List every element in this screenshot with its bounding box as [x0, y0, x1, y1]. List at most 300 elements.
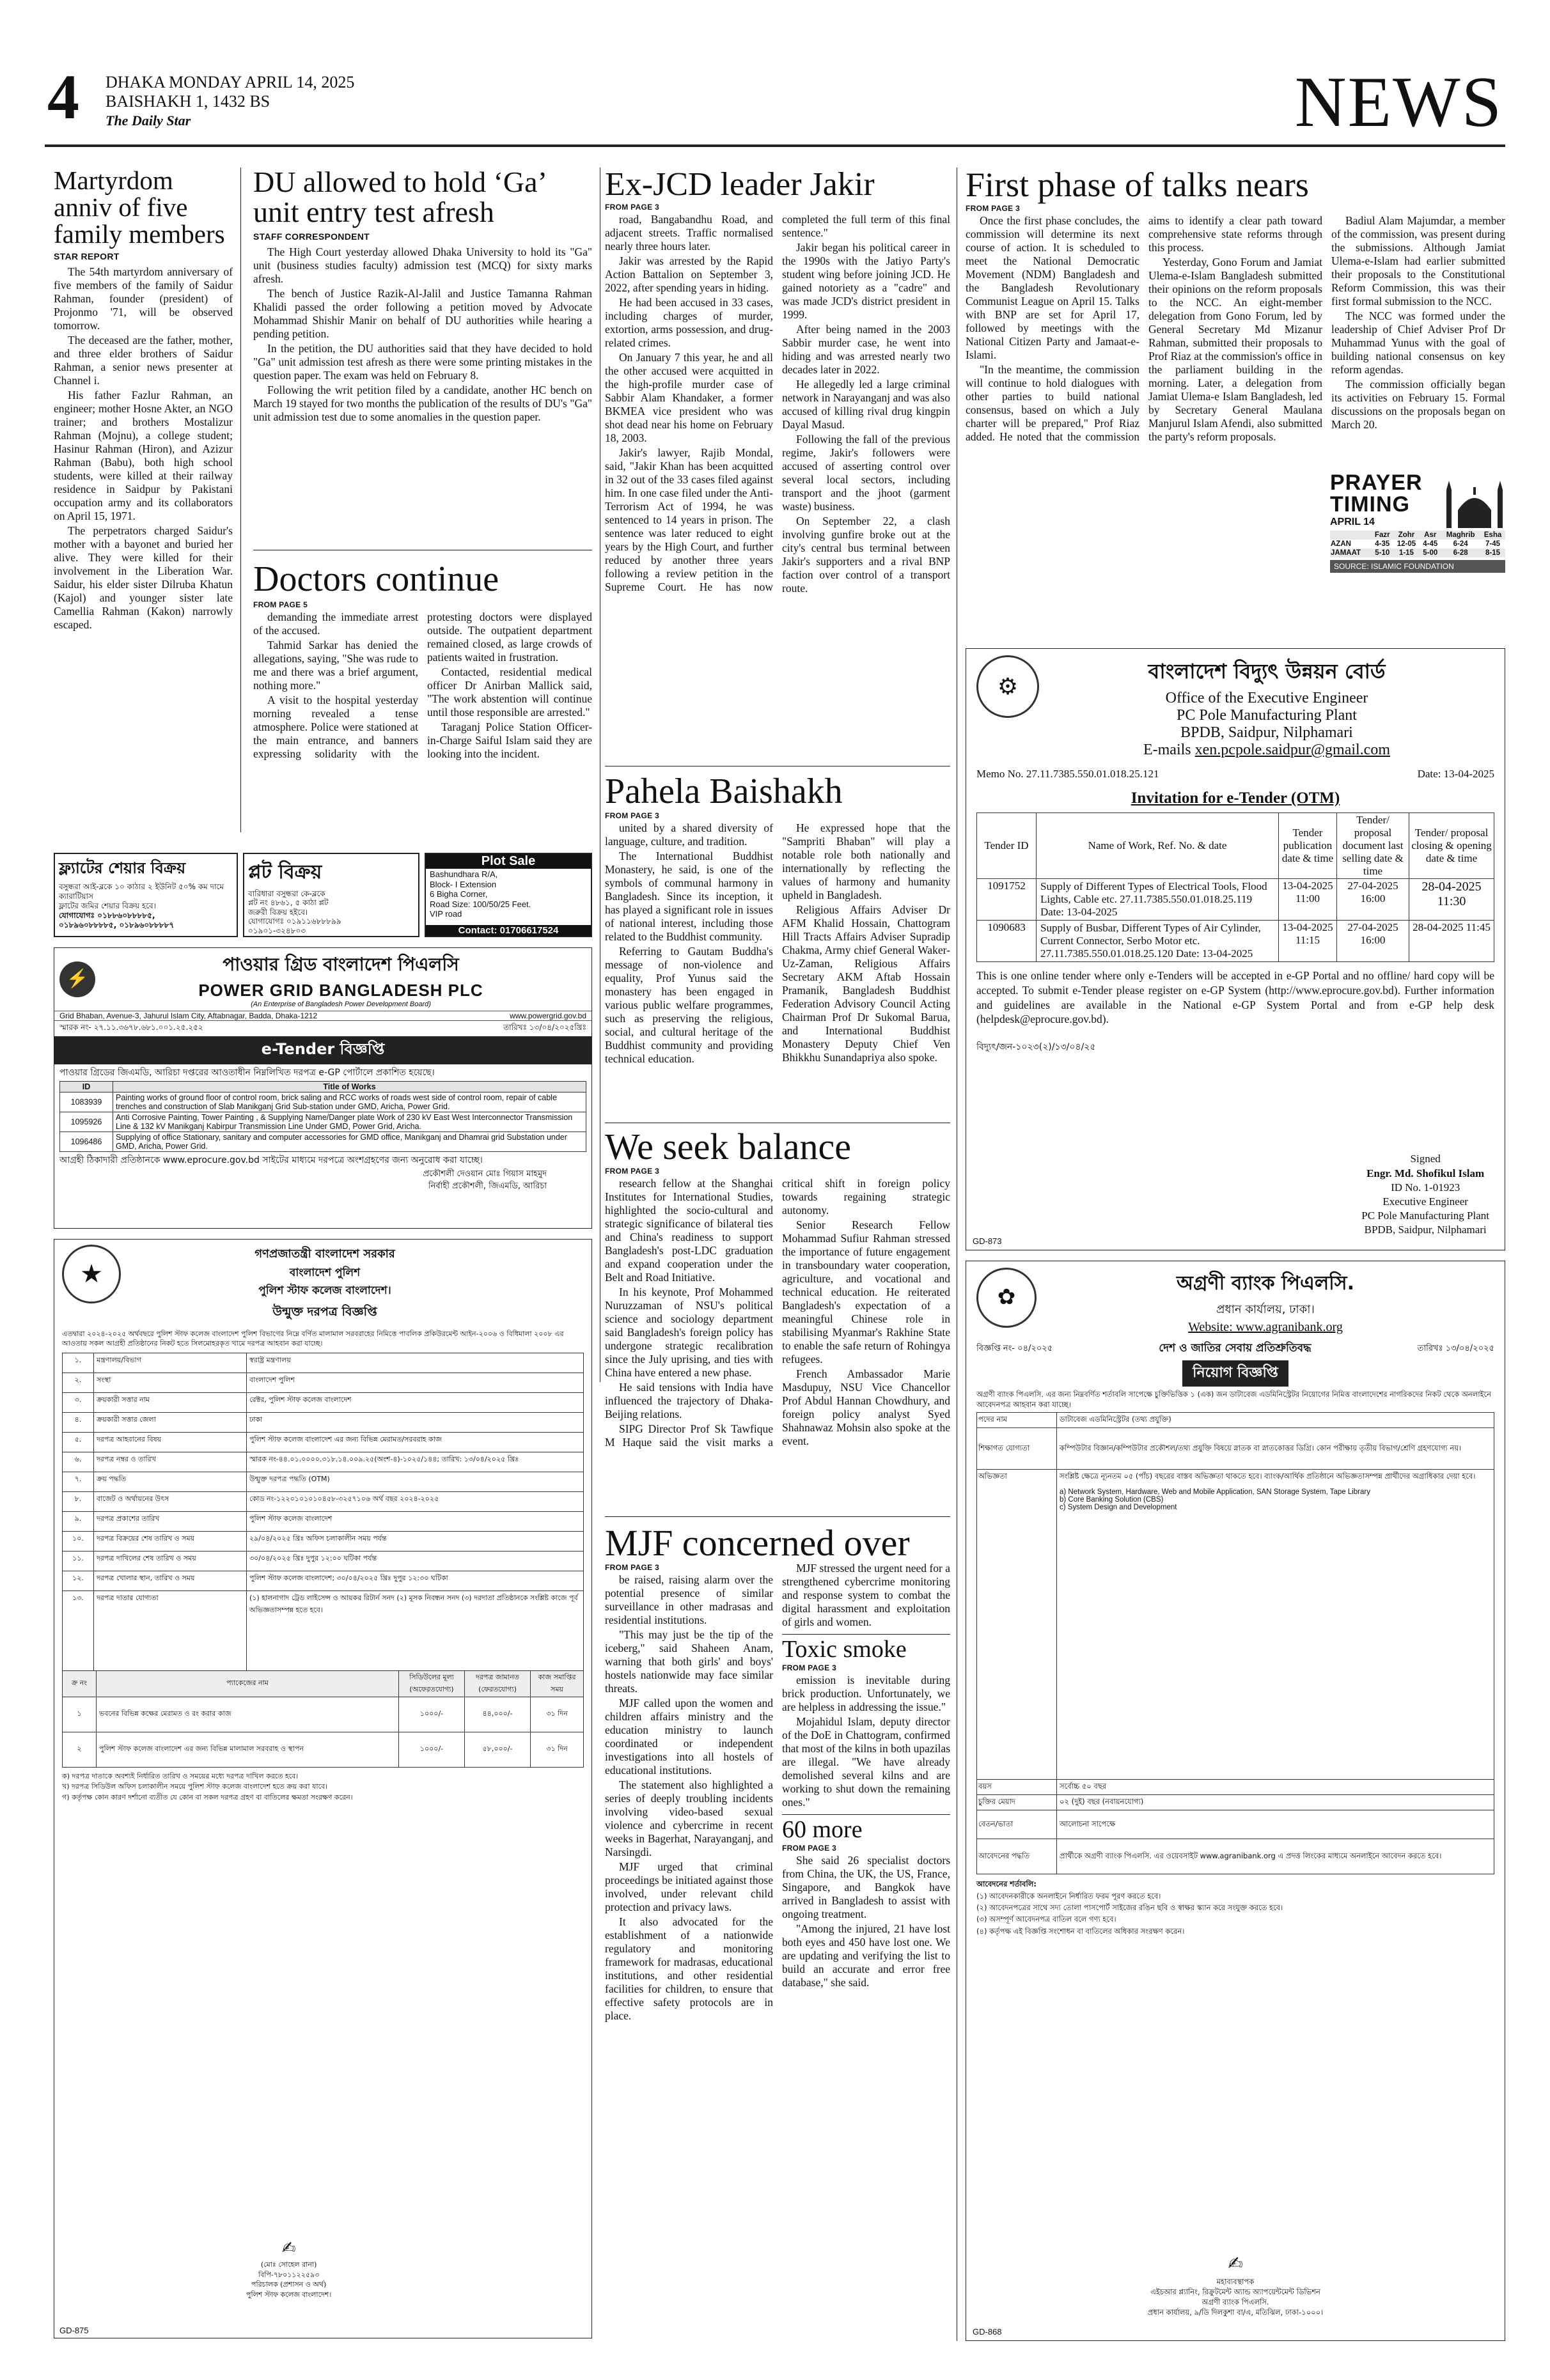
paragraph: SIPG Director Prof Sk Tawfique M Haque said the visit marks a critical shift in foreign policy towards regaining strategic autonomy. — [605, 1177, 950, 1449]
ad-line: জরুরী বিক্রয় হইবে। — [248, 907, 308, 917]
row-value: বাংলাদেশ পুলিশ — [247, 1373, 584, 1392]
table-row — [63, 1373, 584, 1392]
table-value: কম্পিউটার বিজ্ঞান/কম্পিউটার প্রকৌশল/তথ্য প্রযুক্তি বিষয়ে স্নাতক বা স্নাতকোত্তর ডিগ্রি। কোন পরীক্ষায় তৃতীয় বিভাগ/শ্রেণি গ্রহণযোগ্য নয়। — [1057, 1428, 1494, 1470]
page-number: 4 — [47, 61, 79, 132]
masthead — [45, 61, 1505, 142]
paragraph: He expressed hope that the "Sampriti Bhaban" will play a notable role both nationally and internationally by reflecting the values of harmony and humanity upheld in Bangladesh. — [782, 821, 950, 902]
skill-item: c) System Design and Development — [1060, 1504, 1177, 1512]
bpdb-date: Date: 13-04-2025 — [1417, 768, 1494, 780]
article-body — [253, 245, 592, 424]
table-value: আলোচনা সাপেক্ষে — [1057, 1810, 1494, 1839]
paragraph: The International Buddhist Monastery, he said, is one of the symbols of communal harmony in Bangladesh. Since its inception, it has played a significant role in issues of national interest, including those related to the Buddhist community. — [605, 850, 773, 944]
paragraph: A visit to the hospital yesterday morning revealed a tense atmosphere. Police were stationed at the main entrance, and banners expressing solidarity with the protesting doctors were displayed outside. The outpatient department remained closed, as large crowds of patients waited in frustration. — [253, 611, 592, 761]
row-label: ক্রয় পদ্ধতি — [94, 1472, 247, 1491]
article-body — [782, 1854, 950, 1989]
police-emblem: ★ — [62, 1245, 121, 1303]
police-term: ক) দরপত্র দাতাকে অবশ্যই নির্ধারিত তারিখ ও সময়ের মধ্যে দরপত্র দাখিল করতে হবে। — [62, 1771, 299, 1780]
term-item: (৩) অসম্পূর্ণ আবেদনপত্র বাতিল বলে গণ্য হবে। — [976, 1915, 1116, 1924]
signatory-name: (মোঃ সোহেল রানা) — [260, 2260, 317, 2269]
table-header: Tender/ proposal closing & opening date & time — [1409, 813, 1494, 879]
headline: Ex-JCD leader Jakir — [605, 166, 875, 203]
from-page: FROM PAGE 3 — [605, 1563, 660, 1573]
from-page: FROM PAGE 3 — [605, 203, 660, 212]
byline: STAFF CORRESPONDENT — [253, 231, 370, 242]
paragraph: The bench of Justice Razik-Al-Jalil and Justice Tamanna Rahman Khalidi passed the order following a petition moved by Advocate Mohammad Shishir Manir on behalf of DU authorities while hearing a pending petition. — [253, 286, 592, 340]
paragraph: Contacted, residential medical officer Dr Anirban Mallick said, "The work abstention will continue until those responsible are arrested." — [427, 665, 592, 719]
table-cell: ভবনের বিভিন্ন কক্ষের মেরামত ও রং করার কাজ — [97, 1697, 399, 1732]
paragraph: He had been accused in 33 cases, including charges of murder, extortion, arms possession, and drug-related crimes. — [605, 296, 773, 350]
prayer-date: APRIL 14 — [1330, 517, 1375, 527]
mosque-icon — [1444, 477, 1505, 528]
row-label: দরপত্র দাখিলের শেষ তারিখ ও সময় — [94, 1551, 247, 1571]
row-label: বাজেট ও অর্থায়নের উৎস — [94, 1491, 247, 1511]
paragraph: Following the fall of the previous regime, Jakir's followers were accused of asserting control over several local sectors, including transport and the jhoot (garment waste) business. — [782, 433, 950, 513]
ad-pgcb-tender — [54, 947, 592, 1229]
table-row — [977, 1780, 1494, 1795]
article-pahela — [605, 774, 950, 1119]
from-page: FROM PAGE 5 — [253, 600, 308, 610]
bpdb-email[interactable]: xen.pcpole.saidpur@gmail.com — [1194, 742, 1390, 758]
agrani-website[interactable]: Website: www.agranibank.org — [1188, 1320, 1343, 1334]
table-row — [977, 1795, 1494, 1810]
table-row — [977, 1413, 1494, 1428]
table-row — [977, 1428, 1494, 1470]
headline: MJF concerned over — [605, 1522, 910, 1564]
table-header: Title of Works — [113, 1082, 586, 1093]
article-body — [54, 265, 233, 632]
row-label: দরপত্র প্রকাশের তারিখ — [94, 1511, 247, 1531]
tender-id: 1083939 — [60, 1093, 113, 1112]
table-cell: ৪৪,০০০/- — [465, 1697, 531, 1732]
paragraph: The perpetrators charged Saidur's mother with a bayonet and buried her alive. They were killed for their involvement in the Liberation War. Saidur, his elder sister Dilruba Khatun (Kajol) and younger sister late Camellia Rahman (Kakon) narrowly escaped. — [54, 524, 233, 632]
paragraph: Referring to Gautam Buddha's message of non-violence and equality, Prof Yunus said the monastery has been engaged in various public welfare programmes, such as preserving the religious, social, and cultural heritage of the Buddhist community and providing technical education. — [605, 945, 773, 1066]
article-mjf — [605, 1524, 950, 2342]
headline: We seek balance — [605, 1126, 851, 1167]
paragraph: The statement also highlighted a series of deeply troubling incidents involving video-based sexual violence and cybercrime in recent weeks in Bagerhat, Narayanganj, and Narsingdi. — [605, 1778, 773, 1859]
row-number: ৮. — [63, 1491, 94, 1511]
table-row — [63, 1571, 584, 1591]
ad-line: ০১৮৯৬০৮৮৮৮৫, ০১৮৯৬০৮৮৮৮৭ — [59, 921, 175, 929]
paragraph: "In the meantime, the commission will continue to hold dialogues with other parties to build national consensus, based on which a July charter will be prepared," Prof Riaz added. He noted that the commission aims to identify a clear path toward comprehensive state reforms through this process. — [966, 214, 1322, 444]
prayer-source: SOURCE: ISLAMIC FOUNDATION — [1330, 560, 1505, 573]
table-row — [63, 1472, 584, 1491]
ad-agrani-recruitment — [966, 1261, 1505, 2341]
headline: 60 more — [782, 1816, 863, 1843]
row-number: ১৩. — [63, 1591, 94, 1670]
signatory-org: পুলিশ স্টাফ কলেজ বাংলাদেশ। — [246, 2290, 332, 2299]
table-row — [63, 1392, 584, 1412]
signatory-bank: অগ্রণী ব্যাংক পিএলসি. — [1202, 2297, 1269, 2306]
paragraph: be raised, raising alarm over the potential presence of similar surveillance in other madrasas and residential institutions. — [605, 1573, 773, 1627]
tender-last-selling: 27-04-2025 16:00 — [1337, 921, 1409, 962]
paragraph: research fellow at the Shanghai Institutes for International Studies, highlighted the socio-cultural and strategic significance of bilateral ties and China's readiness to support Bangladesh's post-LDC graduation and expand cooperation under the Belt and Road Initiative. — [605, 1177, 773, 1284]
paragraph: After being named in the 2003 Sabbir murder case, he went into hiding and was arrested nearly two decades later in 2022. — [782, 323, 950, 377]
signatory-plant: PC Pole Manufacturing Plant — [1361, 1209, 1489, 1222]
from-page: FROM PAGE 3 — [605, 1167, 660, 1176]
tender-id: 1095926 — [60, 1112, 113, 1132]
signature-mark: ✍ — [1228, 2253, 1243, 2275]
row-label: ক্রয়কারী সত্তার নাম — [94, 1392, 247, 1412]
table-value: সর্বোচ্চ ৫০ বছর — [1057, 1780, 1494, 1795]
skill-item: a) Network System, Hardware, Web and Mobile Application, SAN Storage System, Tape Library — [1060, 1488, 1370, 1497]
pgcb-memo: স্মারক নং- ২৭.১১.৩৬৭৮.৬৮১.০০১.২৫.২৫২ — [59, 1023, 203, 1032]
row-label: দরপত্র দাতার যোগ্যতা — [94, 1591, 247, 1670]
ad-line: Road Size: 100/50/25 Feet. — [430, 899, 531, 909]
table-row — [60, 1112, 586, 1132]
masthead-date: DHAKA MONDAY APRIL 14, 2025 — [106, 73, 355, 91]
pgcb-english-name: POWER GRID BANGLADESH PLC — [198, 981, 483, 1000]
table-row — [977, 1470, 1494, 1780]
bpdb-invite-title: Invitation for e-Tender (OTM) — [1131, 789, 1340, 807]
article-body — [605, 1177, 950, 1509]
pgcb-table — [59, 1081, 586, 1152]
table-cell: 1-15 — [1398, 549, 1414, 557]
byline: STAR REPORT — [54, 251, 120, 262]
table-row — [63, 1531, 584, 1551]
tender-title: Supplying of office Stationary, sanitary and computer accessories for GMD office, Manikganj and Dhamrai grid Substation under GMD, Aricha, Power Grid. — [113, 1132, 586, 1152]
police-org: বাংলাদেশ পুলিশ — [289, 1266, 361, 1279]
article-du — [253, 167, 592, 525]
row-number: ১১. — [63, 1551, 94, 1571]
paragraph: "This may just be the tip of the iceberg," said Shaheen Anam, warning that both girls' and boys' hostels nationwide may face similar threats. — [605, 1628, 773, 1695]
table-row — [63, 1591, 584, 1670]
table-header: Tender/ proposal document last selling date & time — [1337, 813, 1409, 879]
table-header: Tender publication date & time — [1279, 813, 1337, 879]
row-number: ১. — [63, 1353, 94, 1373]
table-cell: 4-35 — [1375, 540, 1390, 548]
paragraph: The deceased are the father, mother, and three elder brothers of Saidur Rahman, a senior news presenter at Channel i. — [54, 334, 233, 387]
paragraph: MJF stressed the urgent need for a strengthened cybercrime monitoring and response system to combat the digital harassment and exploitation of girls and women. — [782, 1562, 950, 1629]
headline: DU allowed to hold ‘Ga’ unit entry test afresh — [253, 166, 545, 228]
article-body — [782, 1674, 950, 1809]
police-gov: গণপ্রজাতন্ত্রী বাংলাদেশ সরকার — [254, 1247, 395, 1261]
bpdb-plant: PC Pole Manufacturing Plant — [1177, 707, 1357, 724]
table-value: প্রার্থীকে অগ্রণী ব্যাংক পিএলসি. এর ওয়েবসাইট www.agranibank.org এ প্রদত্ত লিংকের মাধ্যমে অনলাইনে আবেদন করতে হবে। — [1057, 1839, 1494, 1874]
paragraph: MJF urged that criminal proceedings be initiated against those involved, under relevant child protection and privacy laws. — [605, 1860, 773, 1914]
prayer-title: TIMING — [1330, 492, 1410, 517]
table-label: আবেদনের পদ্ধতি — [977, 1839, 1057, 1874]
agrani-office: প্রধান কার্যালয়, ঢাকা। — [1216, 1303, 1315, 1316]
agrani-logo: ✿ — [976, 1268, 1037, 1328]
table-label: শিক্ষাগত যোগ্যতা — [977, 1428, 1057, 1470]
ad-line: ০১৯০১-৩২৪৮০৩ — [248, 926, 306, 935]
signatory-address: প্রধান কার্যালয়, ৯/ডি দিলকুশা বা/এ, মতিঝিল, ঢাকা-১০০০। — [1147, 2307, 1324, 2317]
row-number: ৫. — [63, 1432, 94, 1452]
term-item: (২) আবেদনপত্রের সাথে সদ্য তোলা পাসপোর্ট সাইজের রঙিন ছবি ও স্বাক্ষর স্ক্যান করে সংযুক্ত করতে হবে। — [976, 1902, 1283, 1912]
paragraph: He said tensions with India have influenced the trajectory of Dhaka-Beijing relations. — [605, 1381, 773, 1421]
bpdb-signed: Signed — [1410, 1153, 1441, 1165]
column-divider — [240, 167, 241, 832]
table-header: Name of Work, Ref. No. & date — [1037, 813, 1279, 879]
paragraph: The High Court yesterday allowed Dhaka University to hold its "Ga" unit (business studies faculty) admission test (MCQ) for sixty marks afresh. — [253, 245, 592, 285]
ad-police-tender — [54, 1239, 592, 2338]
table-row — [63, 1412, 584, 1432]
row-label: দরপত্র নম্বর ও তারিখ — [94, 1452, 247, 1472]
paragraph: Taraganj Police Station Officer-in-Charge Saiful Islam said they are looking into the incident. — [427, 720, 592, 761]
pgcb-intro: পাওয়ার গ্রিডের জিএমডি, আরিচা দপ্তরের আওতাধীন নিম্নলিখিত দরপত্র e-GP পোর্টালে প্রকাশিত হয়েছে। — [59, 1068, 435, 1078]
police-college: পুলিশ স্টাফ কলেজ বাংলাদেশ। — [258, 1284, 391, 1297]
table-header: ক্র নং — [63, 1670, 97, 1697]
article-body — [782, 1562, 950, 1629]
ad-plot-sale — [425, 853, 592, 937]
signatory-place: BPDB, Saidpur, Nilphamari — [1364, 1223, 1487, 1236]
tender-publication: 13-04-2025 11:00 — [1279, 879, 1337, 921]
table-row — [63, 1432, 584, 1452]
row-label: মন্ত্রণালয়/বিভাগ — [94, 1353, 247, 1373]
ad-line: VIP road — [430, 909, 462, 919]
paragraph: Jakir was arrested by the Rapid Action Battalion on September 3, 2022, after spending years in hiding. — [605, 254, 773, 295]
row-value: রেক্টর, পুলিশ স্টাফ কলেজ বাংলাদেশ — [247, 1392, 584, 1412]
signatory-id: ID No. 1-01923 — [1391, 1181, 1460, 1194]
paragraph: Jakir began his political career in the 1990s with the Jatiyo Party's student wing before joining JCD. He gained notoriety as a "cadre" and was made JCD's district president in 1999. — [782, 241, 950, 322]
bpdb-table — [976, 813, 1494, 962]
table-header: Esha — [1483, 531, 1502, 539]
skill-item: b) Core Banking Solution (CBS) — [1060, 1496, 1164, 1504]
prayer-title: PRAYER — [1330, 471, 1423, 495]
table-row — [60, 1132, 586, 1152]
table-cell: ৩১ দিন — [531, 1697, 584, 1732]
paragraph: French Ambassador Marie Masdupuy, NSU Vice Chancellor Prof Abdul Hannan Chowdhury, and foreign policy analyst Syed Shahnawaz Mohsin also spoke at the event. — [782, 1367, 950, 1448]
agrani-name: অগ্রণী ব্যাংক পিএলসি. — [1177, 1272, 1354, 1295]
table-label: পদের নাম — [977, 1413, 1057, 1428]
table-value: ডাটাবেজ এডমিনিস্ট্রেটর (তথ্য প্রযুক্তি) — [1057, 1413, 1494, 1428]
paragraph: Once the first phase concludes, the commission will determine its next course of action. It is scheduled to meet the National Democratic Movement (NDM) Bangladesh and the Bangladesh Revolutionary Communist League on April 15. Talks with BNP are set for April 17, followed by meetings with the National Citizen Party and Jamaat-e-Islami. — [966, 214, 1139, 362]
table-header: দরপত্র জামানত (ফেরতযোগ্য) — [465, 1670, 531, 1697]
paragraph: On January 7 this year, he and all the other accused were acquitted in the high-profile murder case of Sabbir Alam Khandaker, a former BKMEA vice president who was shot dead near his home on February 18, 2003. — [605, 351, 773, 445]
tender-work: Supply of Busbar, Different Types of Air Cylinder, Current Connector, Serbo Motor etc. 27.11.7385.550.01.018.25.120 Date: 13-04-2025 — [1037, 921, 1279, 962]
agrani-slogan: দেশ ও জাতির সেবায় প্রতিশ্রুতিবদ্ধ — [1159, 1342, 1311, 1355]
row-label: দরপত্র আহবানের বিষয় — [94, 1432, 247, 1452]
paragraph: On September 22, a clash involving gunfire broke out at the city's central bus terminal between Jakir's supporters and a rival BNP faction over control of a transport route. — [782, 515, 950, 595]
article-body — [253, 611, 592, 834]
bpdb-memo: Memo No. 27.11.7385.550.01.018.25.121 — [976, 768, 1159, 780]
table-header: Asr — [1424, 531, 1437, 539]
row-value: ২৯/০৪/২০২৫ খ্রিঃ অফিস চলাকালীন সময় পর্যন্ত — [247, 1531, 584, 1551]
article-balance — [605, 1128, 950, 1511]
pgcb-bangla-name: পাওয়ার গ্রিড বাংলাদেশ পিএলসি — [223, 954, 459, 975]
article-body — [605, 1573, 773, 2023]
table-label: বেতন/ভাতা — [977, 1810, 1057, 1839]
table-cell: 6-24 — [1453, 540, 1468, 548]
signatory-rank: Executive Engineer — [1382, 1195, 1468, 1208]
ad-title: প্লট বিক্রয় — [248, 861, 322, 883]
pgcb-signatory-title: নির্বাহী প্রকৌশলী, জিএমডি, আরিচা — [428, 1181, 547, 1191]
article-doctors — [253, 561, 592, 836]
table-header — [1330, 531, 1372, 540]
from-page: FROM PAGE 3 — [966, 204, 1021, 214]
tender-id: 1090683 — [977, 921, 1037, 962]
table-row — [1330, 540, 1505, 548]
row-value: কোড নং-১২২০১০১০১০৪৫৮-৩২৫৭১০৬ অর্থ বছর ২০২৪-২০২৫ — [247, 1491, 584, 1511]
masthead-bangla-date: BAISHAKH 1, 1432 BS — [106, 92, 270, 111]
tender-id: 1091752 — [977, 879, 1037, 921]
table-cell: ১০০০/- — [399, 1732, 465, 1767]
paragraph: Mojahidul Islam, deputy director of the DoE in Chattogram, confirmed that most of the kilns in both upazilas are illegal. "We have already demolished several kilns and are working to shut down the remaining ones." — [782, 1715, 950, 1808]
signature-mark: ✍ — [281, 2239, 296, 2259]
term-item: (৪) কর্তৃপক্ষ এই বিজ্ঞপ্তি সংশোধন বা বাতিলের অধিকার সংরক্ষণ করেন। — [976, 1926, 1185, 1936]
table-row — [63, 1551, 584, 1571]
tender-title: Painting works of ground floor of control room, brick saling and RCC works of roads west side of control room, repair of cable trenches and construction of Slab Manikganj Grid Sub-station under GMD, Aricha, Power Grid. — [113, 1093, 586, 1112]
ad-line: Bashundhara R/A, — [430, 869, 498, 879]
row-value: (১) হালনাগাদ ট্রেড লাইসেন্স ও আয়কর রিটার্ন সনদ (২) মূসক নিবন্ধন সনদ (৩) দরদাতা প্রতিষ্ঠানকে সংশ্লিষ্ট কাজে পূর্ব অভিজ্ঞতাসম্পন্ন হতে হবে। — [247, 1591, 584, 1670]
row-value: ঢাকা — [247, 1412, 584, 1432]
section-title: NEWS — [1294, 63, 1503, 142]
paragraph: His father Fazlur Rahman, an engineer; mother Hosne Akter, an NGO trainer; and brothers Mostalizur Rahman (Mojnu), a college student; Hasinur Rahman (Hiron), and Azizur Rahman (Babu), both high school students, were killed at their railway residence in Saidpur by Pakistani occupation army and its collaborators on April 15, 1971. — [54, 389, 233, 523]
pgcb-subtitle: (An Enterprise of Bangladesh Power Development Board) — [251, 1000, 431, 1008]
table-cell: ১০০০/- — [399, 1697, 465, 1732]
paragraph: Yesterday, Gono Forum and Jamiat Ulema-e-Islam Bangladesh submitted their opinions on the reform proposals to the NCC. An eight-member delegation from Gono Forum, led by General Secretary Md Mizanur Rahman, submitted their proposals to Prof Riaz at the commission's office in the parliament building in the morning. Later, a delegation from Jamiat Ulema-e Islam Bangladesh, led by Secretary General Maulana Manjurul Islam Afendi, also submitted the party's reform proposals. — [1148, 256, 1322, 444]
headline: Doctors continue — [253, 559, 499, 599]
agrani-intro: অগ্রণী ব্যাংক পিএলসি. এর জন্য নিম্নবর্ণিত শর্তাবলি সাপেক্ষে চুক্তিভিত্তিক ১ (এক) জন ডাটাবেজ এডমিনিস্ট্রেটর নিয়োগের নিমিত্ত বাংলাদেশের নাগরিকদের নিকট থেকে অনলাইনে আবেদনপত্র আহবান করা যাচ্ছে। — [976, 1390, 1492, 1410]
row-number: ২. — [63, 1373, 94, 1392]
paragraph: Jakir's lawyer, Rajib Mondal, said, "Jakir Khan has been acquitted in 32 out of the 33 cases filed against him. In one case filed under the Anti-Terrorism Act of 1994, he was sentenced to 14 years in prison. The sentence was later reduced to eight years by the High Court, and further reduced by another three years following a review petition in the Supreme Court. He has now completed the full term of this final sentence." — [605, 213, 950, 594]
table-header: কাজ সমাপ্তির সময় — [531, 1670, 584, 1697]
paragraph: He allegedly led a large criminal network in Narayanganj and was also accused of killing rival drug kingpin Dayal Masud. — [782, 378, 950, 432]
ad-line: যোগাযোগঃ ০১৮৮৬০৮৮৮৮৫, — [59, 911, 155, 920]
paragraph: The commission officially began its activities on February 15. Formal discussions on the proposals began on March 20. — [1331, 378, 1505, 432]
bpdb-bangla-name: বাংলাদেশ বিদ্যুৎ উন্নয়ন বোর্ড — [1148, 659, 1386, 683]
tender-last-selling: 27-04-2025 16:00 — [1337, 879, 1409, 921]
table-row — [63, 1452, 584, 1472]
pgcb-date: তারিখঃ ১৩/০৪/২০২৫খ্রিঃ — [503, 1023, 586, 1032]
row-value: পুলিশ স্টাফ কলেজ বাংলাদেশ; ৩০/০৪/২০২৫ খ্রিঃ দুপুর ১২:৩০ ঘটিকা — [247, 1571, 584, 1591]
table-cell: ২ — [63, 1732, 97, 1767]
row-number: ৪. — [63, 1412, 94, 1432]
police-table — [62, 1353, 584, 1671]
ad-line: প্লট নং ৪৮৬১, ৫ কাঠা প্লট — [248, 898, 329, 908]
table-row — [63, 1353, 584, 1373]
table-row — [977, 879, 1494, 921]
paragraph: Religious Affairs Adviser Dr AFM Khalid Hossain, Chattogram Hill Tracts Affairs Adviser Supradip Chakma, Army chief General Waker-Uz-Zaman, Religious Affairs Secretary AKM Aftab Hossain Pramanik, Bangladesh Buddhist Federation Advisory Council Acting Chairman Prof Dr Sukomal Barua, and International Buddhist Monastery Deputy Chief Ven Bhikkhu Sunandapriya also spoke. — [782, 903, 950, 1064]
bpdb-logo: ⚙ — [976, 655, 1039, 718]
headline: Toxic smoke — [782, 1636, 907, 1663]
police-notice-title: উন্মুক্ত দরপত্র বিজ্ঞপ্তি — [272, 1305, 377, 1319]
agrani-date: তারিখঃ ১৩/০৪/২০২৫ — [1417, 1343, 1494, 1353]
signatory-rank: পরিচালক (প্রশাসন ও অর্থ) — [251, 2280, 327, 2289]
row-label: দরপত্র খোলার স্থান, তারিখ ও সময় — [94, 1571, 247, 1591]
row-label: ক্রয়কারী সত্তার জেলা — [94, 1412, 247, 1432]
ad-contact: Contact: 01706617524 — [426, 925, 591, 936]
table-label: অভিজ্ঞতা — [977, 1470, 1057, 1780]
headline: Martyrdom anniv of five family members — [54, 166, 225, 249]
bpdb-note: This is one online tender where only e-Tenders will be accepted in e-GP Portal and no offline/ hard copy will be accepted. To submit e-Tender please register on e-GP System (http://www.eprocure.gov.bd). Further information and guidelines are available in the National e-GP System Portal and from e-GP help desk (helpdesk@eprocure.gov.bd). — [976, 969, 1494, 1026]
paragraph: Tahmid Sarkar has denied the allegations, saying, "She was rude to me and there was a brief argument, nothing more." — [253, 639, 418, 692]
table-cell: ১ — [63, 1697, 97, 1732]
row-number: ৭. — [63, 1472, 94, 1491]
table-header: Zohr — [1398, 531, 1415, 539]
table-row — [63, 1491, 584, 1511]
pgcb-website[interactable]: www.powergrid.gov.bd — [510, 1011, 586, 1020]
table-cell: JAMAAT — [1331, 549, 1361, 557]
paragraph: road, Bangabandhu Road, and adjacent streets. Traffic normalised nearly three hours later. — [605, 213, 773, 253]
row-value: ৩০/০৪/২০২৫ খ্রিঃ দুপুর ১২:০০ ঘটিকা পর্যন্ত — [247, 1551, 584, 1571]
article-body — [605, 821, 950, 1128]
bpdb-email-label: E-mails — [1143, 742, 1195, 758]
prayer-timing-box — [1330, 472, 1505, 623]
agrani-ref: বিজ্ঞপ্তি নং- ০৪/২০২৫ — [976, 1343, 1053, 1353]
table-cell: 8-15 — [1485, 549, 1501, 557]
article-martyrdom — [54, 167, 233, 832]
agrani-table — [976, 1412, 1494, 1874]
table-label: বয়স — [977, 1780, 1057, 1795]
paragraph: She said 26 specialist doctors from China, the UK, the US, France, Singapore, and Bangkok have arrived in Bangladesh to assist with ongoing treatment. — [782, 1853, 950, 1920]
masthead-paper-logo: The Daily Star — [106, 113, 191, 128]
row-number: ১০. — [63, 1531, 94, 1551]
bpdb-bangla-ref: বিদ্যুৎ/জন-১০২৩(২)/১৩/০৪/২৫ — [976, 1042, 1096, 1052]
ad-line: বারিধারা বসুন্ধরা কে-ব্লকে — [248, 889, 325, 898]
table-cell: 5-00 — [1423, 549, 1438, 557]
ad-title: ফ্ল্যাটের শেয়ার বিক্রয় — [59, 859, 186, 877]
table-cell: AZAN — [1331, 540, 1351, 548]
police-term: গ) কর্তৃপক্ষ কোন কারণ দর্শানো ব্যতীত যে কোন বা সকল দরপত্র গ্রহণ বা বাতিলের ক্ষমতা সংরক্ষণ করেন। — [62, 1793, 353, 1801]
row-label: দরপত্র বিক্রয়ের শেষ তারিখ ও সময় — [94, 1531, 247, 1551]
pgcb-address: Grid Bhaban, Avenue-3, Jahurul Islam City, Aftabnagar, Badda, Dhaka-1212 — [59, 1011, 318, 1020]
tender-closing: 28-04-2025 11:30 — [1409, 879, 1494, 921]
table-cell: 6-28 — [1453, 549, 1468, 557]
paragraph: It also advocated for the establishment of a nationwide regulatory and monitoring framework for madrasas, educational institutions, and other residential facilities for children, to ensure that effective safety protocols are in place. — [605, 1915, 773, 2023]
signatory-name: Engr. Md. Shofikul Islam — [1366, 1167, 1485, 1179]
paragraph: In the petition, the DU authorities said that they have decided to hold "Ga" unit admission test afresh as there were some printing mistakes in the question paper. The exam was held on February 8. — [253, 341, 592, 382]
paragraph: demanding the immediate arrest of the accused. — [253, 611, 418, 637]
police-term: খ) দরপত্র সিডিউল অফিস চলাকালীন সময়ে পুলিশ স্টাফ কলেজ বাংলাদেশ হতে ক্রয় করা যাবে। — [62, 1782, 328, 1791]
masthead-rule — [45, 144, 1505, 147]
tender-publication: 13-04-2025 11:15 — [1279, 921, 1337, 962]
headline: Pahela Baishakh — [605, 772, 843, 811]
table-cell: 7-45 — [1485, 540, 1501, 548]
row-value: স্বরাষ্ট্র মন্ত্রণালয় — [247, 1353, 584, 1373]
pgcb-signatory: প্রকৌশলী দেওয়ান মোঃ গিয়াস মাহমুদ — [423, 1169, 547, 1179]
terms-heading: আবেদনের শর্তাবলি: — [976, 1879, 1037, 1889]
table-value: ০২ (দুই) বছর (নবায়নযোগ্য) — [1057, 1795, 1494, 1810]
table-cell: 4-45 — [1423, 540, 1438, 548]
paragraph: MJF called upon the women and children affairs ministry and the education ministry to launch coordinated or independent investigations into all hostels of educational institutions. — [605, 1697, 773, 1777]
pgcb-logo: ⚡ — [59, 961, 95, 997]
paragraph: Badiul Alam Majumdar, a member of the commission, was present during the submissions. Although Jamiat Ulema-e-Islam had earlier submitted their proposals to the Constitutional Reform Commission, this was their first formal submission to the NCC. — [1331, 214, 1505, 308]
table-cell: 12-05 — [1397, 540, 1416, 548]
signatory-division: এইচআর প্ল্যানিং, রিক্রুটমেন্ট অ্যান্ড অ্যাপয়েন্টমেন্ট ডিভিশন — [1150, 2287, 1320, 2296]
table-value: সংশ্লিষ্ট ক্ষেত্রে ন্যূনতম ০৫ (পাঁচ) বছরের বাস্তব অভিজ্ঞতা থাকতে হবে। ব্যাংক/আর্থিক প্রতিষ্ঠানে অভিজ্ঞতাসম্পন্ন প্রার্থীদের অগ্রাধিকার দেয়া হবে। — [1060, 1472, 1476, 1481]
from-page: FROM PAGE 3 — [605, 811, 660, 821]
from-page: FROM PAGE 3 — [782, 1663, 837, 1672]
divider — [605, 1516, 950, 1517]
bpdb-office: Office of the Executive Engineer — [1165, 690, 1368, 706]
ad-line: ফ্লাটের জমির শেয়ার বিক্রয় হবে। — [59, 901, 157, 910]
paragraph: In his keynote, Prof Mohammed Nuruzzaman of NSU's political science and sociology department said Bangladesh's foreign policy has undergone strategic recalibration since the July uprising, and ties with China have entered a new phase. — [605, 1286, 773, 1380]
tender-work: Supply of Different Types of Electrical Tools, Flood Lights, Cable etc. 27.11.7385.550.01.018.25.119 Date: 13-04-2025 — [1037, 879, 1279, 921]
row-number: ১২. — [63, 1571, 94, 1591]
row-number: ৩. — [63, 1392, 94, 1412]
table-label: চুক্তির মেয়াদ — [977, 1795, 1057, 1810]
table-row — [60, 1093, 586, 1112]
ad-plot-bangla — [243, 853, 419, 937]
ad-bpdb-tender — [966, 648, 1505, 1250]
headline: First phase of talks nears — [966, 166, 1309, 204]
row-value: পুলিশ স্টাফ কলেজ বাংলাদেশ — [247, 1511, 584, 1531]
tender-closing: 28-04-2025 11:45 — [1409, 921, 1494, 962]
row-number: ৬. — [63, 1452, 94, 1472]
table-header: ID — [60, 1082, 113, 1093]
ad-line: বসুন্ধরা আই-ব্লকে ১০ কাঠার ২ ইউনিট ৫০% কম দামে ক্যারাটিয়াস — [59, 882, 224, 901]
police-items-table — [62, 1670, 584, 1768]
table-row — [63, 1697, 584, 1732]
bpdb-place: BPDB, Saidpur, Nilphamari — [1180, 724, 1353, 741]
term-item: (১) আবেদনকারীকে অনলাইনে নির্ধারিত ফরম পূরণ করতে হবে। — [976, 1891, 1161, 1901]
table-header: প্যাকেজের নাম — [97, 1670, 399, 1697]
ad-code: GD-868 — [973, 2327, 1002, 2337]
row-number: ৯. — [63, 1511, 94, 1531]
paragraph: "Among the injured, 21 have lost both eyes and 450 have lost one. We are updating and verifying the list to build an accurate and error free database," she said. — [782, 1922, 950, 1989]
from-page: FROM PAGE 3 — [782, 1843, 837, 1853]
